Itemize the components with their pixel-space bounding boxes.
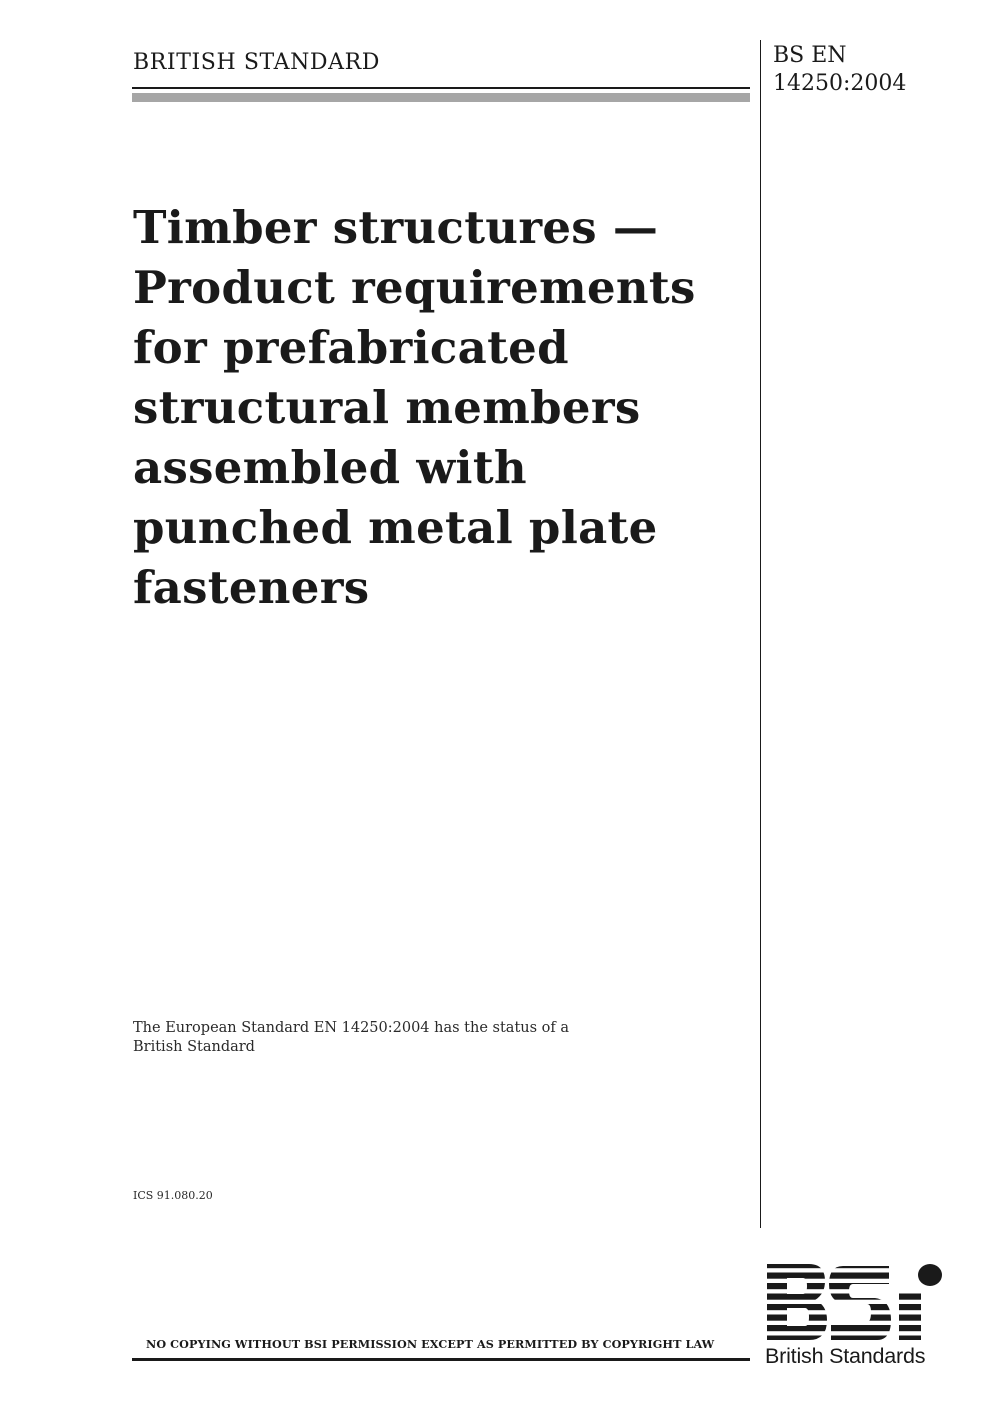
standard-number: [773, 42, 933, 98]
copyright-notice: NO COPYING WITHOUT BSI PERMISSION EXCEPT AS PERMITTED BY COPYRIGHT LAW: [146, 1337, 715, 1351]
status-line: The European Standard EN 14250:2004 has the status of a: [133, 1020, 570, 1036]
ics-code: ICS 91.080.20: [133, 1189, 213, 1202]
bsi-logo-mark: [765, 1262, 945, 1342]
title-line: fasteners: [133, 561, 370, 614]
header-rule-thick: [132, 93, 750, 102]
title-line: assembled with: [133, 441, 527, 494]
header-label: BRITISH STANDARD: [133, 50, 381, 75]
standard-number-line1: BS EN: [773, 43, 847, 68]
document-title: [133, 198, 743, 618]
title-line: punched metal plate: [133, 501, 658, 554]
title-line: Timber structures —: [133, 201, 659, 254]
logo-caption: British Standards: [765, 1344, 926, 1368]
vertical-divider: [760, 40, 761, 1228]
bsi-logo-icon: [765, 1262, 945, 1370]
header-rule-thin: [132, 87, 750, 89]
footer-rule: [132, 1358, 750, 1361]
title-line: for prefabricated: [133, 321, 569, 374]
standard-number-line2: 14250:2004: [773, 71, 907, 96]
title-line: Product requirements: [133, 261, 696, 314]
status-line: British Standard: [133, 1039, 255, 1055]
status-statement: [133, 1019, 603, 1057]
title-line: structural members: [133, 381, 641, 434]
